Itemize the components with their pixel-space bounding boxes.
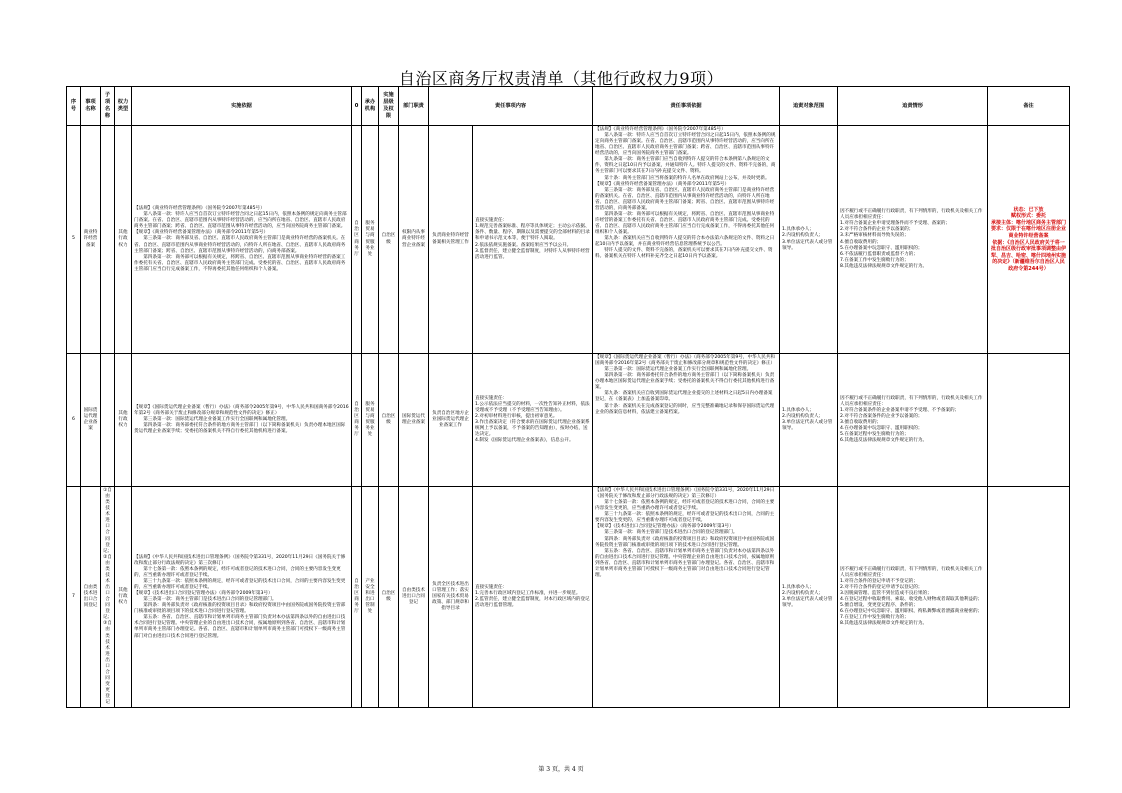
item-name: 商业特许经营备案	[81, 126, 101, 354]
accountability-cases: 因不履行或不正确履行行政职责，有下列情形的，行政机关及相关工作人员应承担相应责任： 1.对符合条件的登记申请不予登记的； 2.对不符合条件的登记申请予以登记的； 3.因脱离管理、监管不到位造成不良后果的； 4.在登记过程中收取费用、索取、收受他人财物或者谋取其他利益的； 5.擅自增设、变更登记程序、条件的； 6.在办理登记中玩忽职守、滥用职权、徇私舞弊或者泄露商业秘密的； 7.在登记工作中发生腐败行为的； 8.其他违反法律法规规章文件规定的行为。	[838, 487, 988, 708]
header-cell: 备注	[988, 87, 1070, 126]
implementation-level: 自治区级	[379, 354, 399, 487]
handling-org: 服务贸易与商贸服务业处	[362, 126, 379, 354]
handling-org: 产业安全和进出口管制处	[362, 487, 379, 708]
sub-item-name	[101, 354, 115, 487]
handling-org: 服务贸易与商贸服务业处	[362, 354, 379, 487]
header-cell: 权力类型	[115, 87, 132, 126]
duty-content: 负责商业特许经营备案相关管理工作	[429, 126, 473, 354]
header-cell: 实施层级及权限	[379, 87, 399, 126]
legal-basis: 【法规】《中华人民共和国技术进出口管理条例》（国务院令第331号，2020年11月29日《国务院关于修改和废止部分行政法规的决定》第三次修订） 第十七条第一款：依照本条例的规定，经许可或者登记的技术进口合同，合同的主要内容发生变更的，应当重新办理许可或者登记手续。 第三十九条第一款：依照本条例的规定，经许可或者登记的技术出口合同，合同的主要内容发生变更的，应当重新办理许可或者登记手续。 【规章】《技术进出口合同登记管理办法》（商务部令2009年第3号） 第三条第一款：商务主管部门是技术进出口合同的登记管理部门。 第四条：商务部负责对《政府核准的投资项目目录》和政府投资项目中由国务院或国务院投资主管部门核准或审批的项目项下的技术进口合同进行登记管理。 第五条：各省、自治区、直辖市和计划单列市商务主管部门负责对本办法第四条以外的自由进出口技术合同进行登记管理。中央管理企业的自由进出口技术合同，按属地原则到各省、自治区、直辖市和计划单列市商务主管部门办理登记。各省、自治区、直辖市和计划单列市商务主管部门可授权下一级商务主管部门对自由进出口技术合同进行登记管理。	[132, 487, 352, 708]
header-cell: 追责对象范围	[780, 87, 838, 126]
legal-basis: 【规章】《国际货运代理企业备案（暂行）办法》（商务部令2005年第9号，中华人民共和国商务部令2016年第2号《商务部关于废止和修改部分规章和规范性文件的决定》修正） 第三条第一款：国际货运代理企业备案工作实行全国联网和属地化管理。 第四条第一款：商务部委托符合条件的地方商务主管部门（以下简称备案机关）负责办理本地区国际货运代理企业备案手续；受委托的备案机关不得自行委托其他机构进行备案。	[132, 354, 352, 487]
table-row	[67, 354, 1070, 487]
header-cell: 部门职责	[399, 87, 429, 126]
item-name: 国际货运代理企业备案	[81, 354, 101, 487]
department: 自治区商务厅	[352, 487, 362, 708]
header-cell: 实施依据	[132, 87, 352, 126]
accountability-cases: 因不履行或不正确履行行政职责，有下列情形的，行政机关及相关工作人员应承担相应责任： 1.对符合备案企业申请受理条件而不予受理、备案的； 2.对不符合条件的企业予以备案的； 3.未严格审核材料而导致失误的； 4.擅自收取费用的； 5.在办理备案中玩忽职守、滥用职权的； 6.不依法履行监督职责或监督不力的； 7.在备案工作中发生腐败行为的； 8.其他违反法律法规规章文件规定的行为。	[838, 126, 988, 354]
implementation-level: 自治区级	[379, 487, 399, 708]
page-footer: 第 3 页，共 4 页	[538, 766, 584, 773]
header-row	[67, 87, 1070, 126]
header-cell: 子项名称	[101, 87, 115, 126]
remarks	[988, 354, 1070, 487]
accountability-target: 1.具体承办人； 2.内设机构负责人； 3.单位法定代表人或分管领导。	[780, 487, 838, 708]
sub-item-name	[101, 126, 115, 354]
department-duty: 国际货运代理企业备案	[399, 354, 429, 487]
responsibility-basis: 【法规】《中华人民共和国技术进出口管理条例》（国务院令第331号，2020年11月29日《国务院关于修改和废止部分行政法规的决定》第三次修订） 第十七条第一款：依照本条例的规定，经许可或者登记的技术进口合同，合同的主要内容发生变更的，应当重新办理许可或者登记手续。 第三十九条第一款：依照本条例的规定，经许可或者登记的技术出口合同，合同的主要内容发生变更的，应当重新办理许可或者登记手续。 【规章】《技术进出口合同登记管理办法》（商务部令2009年第3号） 第三条第一款：商务主管部门是技术进出口合同的登记管理部门。 第四条：商务部负责对《政府核准的投资项目目录》和政府投资项目中由国务院或国务院投资主管部门核准或审批的项目项下的技术进口合同进行登记管理。 第五条：各省、自治区、直辖市和计划单列市商务主管部门负责对本办法第四条以外的自由进出口技术合同进行登记管理。中央管理企业的自由进出口技术合同，按属地原则到各省、自治区、直辖市和计划单列市商务主管部门办理登记。各省、自治区、直辖市和计划单列市商务主管部门可授权下一级商务主管部门对自由进出口技术合同进行登记管理。	[593, 487, 780, 708]
responsibility-content: 直接实施责任： 1.公示依法应当提交的材料，一次性告知补正材料，依法受理或不予受理（不予受理应当告知理由）。 2.对初审材料进行审核，提出初审意见。 3.作出备案决定（符合要求的在国际货运代理企业备案系统网上予以备案，不予备案的告知理由），按时办结，送达决定。 4.制发《国际货运代理企业备案表》，信息公开。	[473, 354, 593, 487]
table-row	[67, 487, 1070, 708]
duty-content: 负责全区技术进出口管理工作；落实国家有关技术贸易政策、部门规章和指导目录	[429, 487, 473, 708]
department-duty: 权限内从事商业特许经营企业备案	[399, 126, 429, 354]
department: 自治区商务厅	[352, 126, 362, 354]
power-type: 其他行政权力	[115, 126, 132, 354]
responsibility-table	[66, 86, 1070, 708]
implementation-level: 自治区级	[379, 126, 399, 354]
responsibility-basis: 【法规】《商业特许经营管理条例》（国务院令2007年第485号） 第八条第一款：特许人应当自首次订立特许经营合同之日起15日内，依照本条例的规定向商务主管部门备案。在省、自治区、直辖市范围内从事特许经营活动的，应当向所在地省、自治区、直辖市人民政府商务主管部门备案；跨省、自治区、直辖市范围从事特许经营活动的，应当向国务院商务主管部门备案。 第九条第一款：商务主管部门应当自收到特许人提交的符合本条例第八条规定的文件、资料之日起10日内予以备案，并通知特许人。特许人提交的文件、资料不完备的，商务主管部门可以要求其在7日内补充提交文件、资料。 第十条：商务主管部门应当将备案的特许人名单在政府网站上公布，并及时更新。 【规章】《商业特许经营备案管理办法》（商务部令2011年第5号） 第三条第一款：商务部及省、自治区、直辖市人民政府商务主管部门是商业特许经营的备案机关。在省、自治区、直辖市范围内从事商业特许经营活动的，向特许人所在地省、自治区、直辖市人民政府商务主管部门备案；跨省、自治区、直辖市范围从事特许经营活动的，向商务部备案。 第四条第一款：商务部可以根据有关规定，将跨省、自治区、直辖市范围从事商业特许经营的备案工作委托有关省、自治区、直辖市人民政府商务主管部门完成。受委托的省、自治区、直辖市人民政府商务主管部门应当自行完成备案工作，不得再委托其他任何组织和个人备案。 第九条：备案机关应当自收到特许人提交的符合本办法第六条规定的文件、资料之日起10日内予以备案，并在商业特许经营信息管理系统予以公告。 特许人提交的文件、资料不完备的，备案机关可以要求其在7日内补充提交文件、资料。备案机关在特许人材料补充齐全之日起10日内予以备案。	[593, 126, 780, 354]
accountability-target: 1.具体承办人； 2.内设机构负责人； 3.单位法定代表人或分管领导。	[780, 126, 838, 354]
header-cell: 承办机构	[362, 87, 379, 126]
remarks: 状态：已下放 赋权形式：委托 承接主体：喀什地区商务主管部门 要求：仅限于在喀什地区注册企业商业特许经营备案 依据：《自治区人民政府关于将一批自治区级行政审批事项调整由伊犁、昌吉、哈密、喀什四地州实施的决定》（新疆维吾尔自治区人民政府令第244号）	[988, 126, 1070, 354]
header-cell: 责任事项内容	[429, 87, 593, 126]
header-cell: 追责情形	[838, 87, 988, 126]
department: 自治区商务厅	[352, 354, 362, 487]
header-cell: 责任事项依据	[593, 87, 780, 126]
sub-item-name: ①自由类技术进口合同登记；②自由类技术出口合同登记；③自由类技术进出口合同变更登记	[101, 487, 115, 708]
table-row	[67, 126, 1070, 354]
header-cell: 0	[352, 87, 362, 126]
responsibility-basis: 【规章】《国际货运代理企业备案（暂行）办法》（商务部令2005年第9号，中华人民共和国商务部令2016年第2号《商务部关于废止和修改部分规章和规范性文件的决定》修正） 第三条第一款：国际货运代理企业备案工作实行全国联网和属地化管理。 第四条第一款：商务部委托符合条件的地方商务主管部门（以下简称备案机关）负责办理本地区国际货运代理企业备案手续；受委托的备案机关不得自行委托其他机构进行备案。 第九条：备案机关应自收到国际货运代理企业提交的上述材料之日起5日内办理备案登记，在《备案表》上加盖备案印章。 第十条：备案机关在完成备案登记的同时，应当完整准确地记录和保存国际货运代理企业的备案信息材料，依法建立备案档案。	[593, 354, 780, 487]
responsibility-content: 直接实施责任： 1.规范完善备案标准、程序等具体规定；主动公示依据、条件、数量、程序、期限以及需要提交的全部材料的目录和申请书示范文本等，便于特许人阅取。 2.依法依规实施备案。备案结果应当予以公开。 3.监督责任，建立健全监督制度，对特许人从事特许经营活动进行监管。	[473, 126, 593, 354]
power-type: 其他行政权力	[115, 354, 132, 487]
responsibility-content: 直接实施责任： 1.完善本行政区域内登记工作标准，并进一步规范。 2.监管责任，建立健全监督制度，对本行政区域内的登记活动进行监督管理。	[473, 487, 593, 708]
row-number: 5	[67, 126, 81, 354]
accountability-cases: 因不履行或不正确履行行政职责，有下列情形的，行政机关及相关工作人员应承担相应责任： 1.对符合备案条件的企业备案申请不予受理、不予备案的； 2.对不符合备案条件的企业予以备案的； 3.擅自收取费用的； 4.在办理备案中玩忽职守、滥用职权的； 5.在备案过程中发生腐败行为的； 6.其他违反法律法规规章文件规定的行为。	[838, 354, 988, 487]
item-name: 自由类技术进出口合同登记	[81, 487, 101, 708]
power-type: 其他行政权力	[115, 487, 132, 708]
remarks	[988, 487, 1070, 708]
row-number: 7	[67, 487, 81, 708]
department-duty: 自由类技术进出口合同登记	[399, 487, 429, 708]
accountability-target: 1.具体承办人； 2.内设机构负责人； 3.单位法定代表人或分管领导。	[780, 354, 838, 487]
duty-content: 负责自治区地方企业国际货运代理企业备案工作	[429, 354, 473, 487]
row-number: 6	[67, 354, 81, 487]
document-title: 自治区商务厅权责清单（其他行政权力9项）	[398, 69, 724, 88]
header-cell: 序号	[67, 87, 81, 126]
header-cell: 事项名称	[81, 87, 101, 126]
legal-basis: 【法规】《商业特许经营管理条例》（国务院令2007年第485号） 第八条第一款：特许人应当自首次订立特许经营合同之日起15日内，依照本条例的规定向商务主管部门备案。在省、自治区、直辖市范围内从事特许经营活动的，应当向所在地省、自治区、直辖市人民政府商务主管部门备案；跨省、自治区、直辖市范围从事特许经营活动的，应当向国务院商务主管部门备案。 【规章】《商业特许经营备案管理办法》（商务部令2011年第5号） 第三条第一款：商务部及省、自治区、直辖市人民政府商务主管部门是商业特许经营的备案机关。在省、自治区、直辖市范围内从事商业特许经营活动的，向特许人所在地省、自治区、直辖市人民政府商务主管部门备案；跨省、自治区、直辖市范围从事特许经营活动的，向商务部备案。 第四条第一款：商务部可以根据有关规定，将跨省、自治区、直辖市范围从事商业特许经营的备案工作委托有关省、自治区、直辖市人民政府商务主管部门完成。受委托的省、自治区、直辖市人民政府商务主管部门应当自行完成备案工作，不得再委托其他任何组织和个人备案。	[132, 126, 352, 354]
